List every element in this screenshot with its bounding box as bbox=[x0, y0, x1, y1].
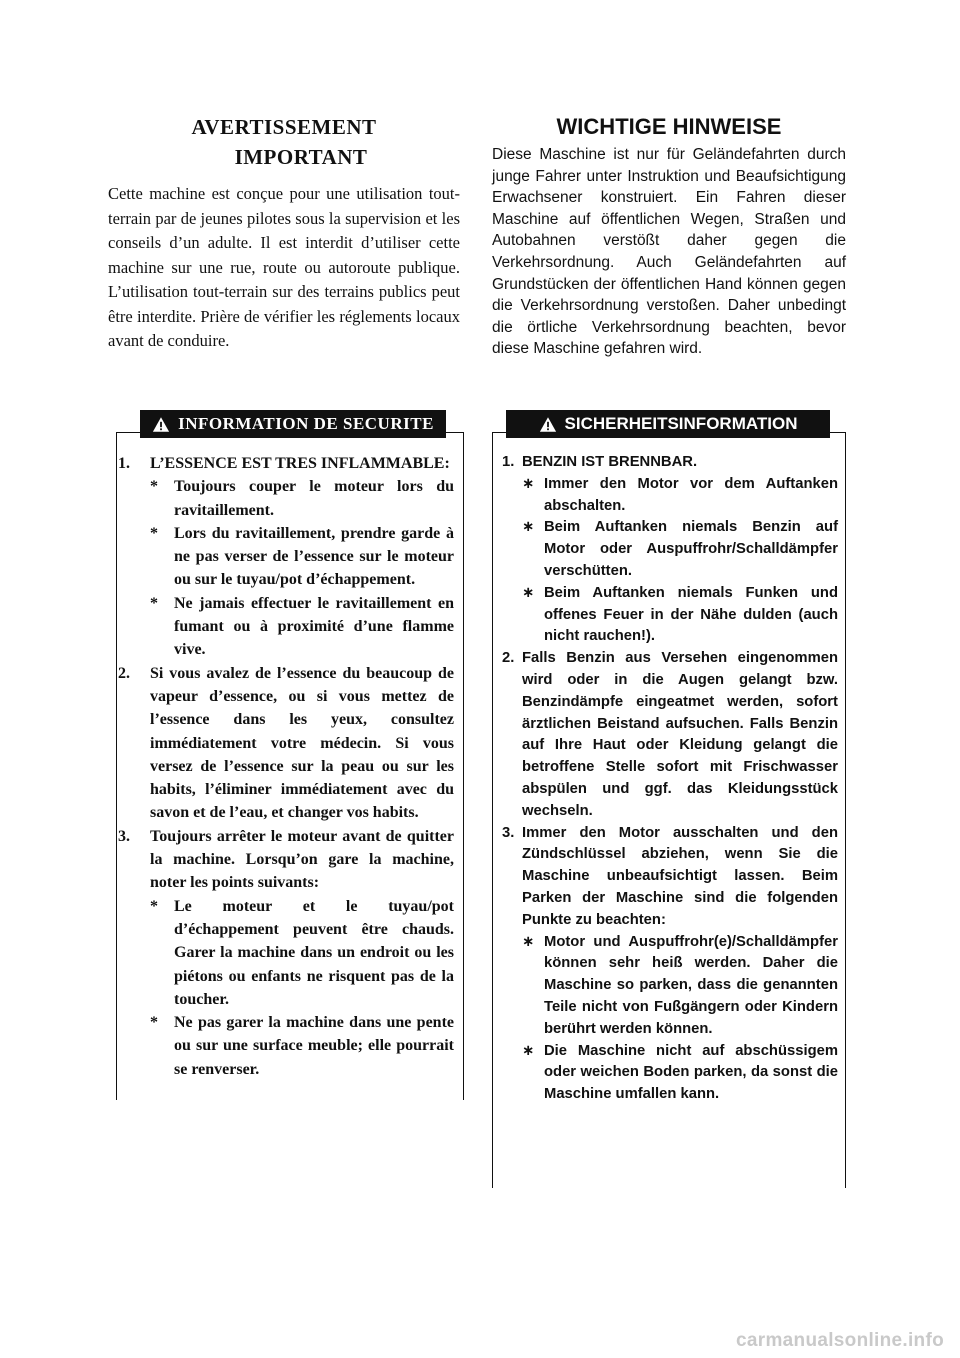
safety-item bbox=[118, 452, 454, 662]
safety-sub-item bbox=[150, 522, 454, 592]
frame-line bbox=[830, 432, 846, 433]
safety-sub-item bbox=[522, 474, 838, 518]
safety-item-text: L’ESSENCE EST TRES INFLAMMABLE: bbox=[150, 455, 450, 472]
safety-item-body bbox=[150, 662, 454, 825]
french-safety-banner-text: INFORMATION DE SECURITE bbox=[178, 414, 434, 433]
french-safety-banner bbox=[140, 410, 446, 438]
asterisk-bullet-icon: ∗ bbox=[522, 519, 535, 536]
safety-item-text: Si vous avalez de l’essence du beaucoup de vapeur d’essence, ou si vous mettez de l’essence dans les yeux, consultez immédiatement votre médecin. Si vous versez de l’essence sur la peau ou sur les habits, l’éliminer immédiatement avec du savon et de l’eau, et changer vos habits. bbox=[150, 664, 454, 822]
safety-item-number: 3. bbox=[118, 827, 130, 845]
asterisk-bullet-icon: * bbox=[150, 897, 158, 915]
safety-item bbox=[118, 662, 454, 825]
asterisk-bullet-icon: * bbox=[150, 1014, 158, 1032]
asterisk-bullet-icon: * bbox=[150, 594, 158, 612]
safety-item-number: 3. bbox=[502, 824, 515, 841]
safety-item-text: Immer den Motor ausschalten und den Zündschlüssel abziehen, wenn Sie die Maschine unbeaufsichtigt lassen. Beim Parken der Maschine sind die folgenden Punkte zu beachten: bbox=[522, 824, 838, 928]
safety-item-body bbox=[150, 825, 454, 1081]
asterisk-bullet-icon: ∗ bbox=[522, 933, 535, 950]
german-safety-banner-text: SICHERHEITSINFORMATION bbox=[564, 414, 798, 433]
french-safety-list bbox=[118, 452, 454, 1081]
safety-item bbox=[502, 823, 838, 1106]
french-warning-body: Cette machine est conçue pour une utilisation tout-terrain par de jeunes pilotes sous la supervision et les conseils d’un adulte. Il est interdit d’utiliser cette machine sur une rue, route ou autoroute publique. L’utilisation tout-terrain sur des terrains publics peut être interdite. Prière de vérifier les réglements locaux avant de conduire. bbox=[108, 184, 460, 350]
safety-sub-item bbox=[150, 592, 454, 662]
safety-item-number: 1. bbox=[502, 454, 515, 470]
safety-item bbox=[502, 452, 838, 648]
german-warning-body: Diese Maschine ist nur für Geländefahrten durch junge Fahrer unter Instruktion und Beaufsichtigung Erwachsener konstruiert. Ein Fahren dieser Maschine auf öffentlichen Wegen, Straßen und Autobahnen verstößt daher gegen die Verkehrsordnung. Auch Geländefahrten auf Grundstücken der öffentlichen Hand können gegen die Verkehrsordnung verstoßen. Daher unbedingt die örtliche Verkehrsordnung beachten, bevor diese Maschine gefahren wird. bbox=[492, 146, 846, 358]
safety-item-number: 2. bbox=[118, 664, 130, 682]
warning-triangle-icon bbox=[152, 416, 170, 433]
safety-sub-item bbox=[522, 1041, 838, 1106]
safety-sub-item-text: Toujours couper le moteur lors du ravitaillement. bbox=[174, 478, 454, 519]
asterisk-bullet-icon: ∗ bbox=[522, 475, 535, 492]
safety-sub-item bbox=[150, 895, 454, 1011]
safety-item-number: 1. bbox=[118, 455, 130, 472]
safety-item-text: Toujours arrêter le moteur avant de quitter la machine. Lorsqu’on gare la machine, noter les points suivants: bbox=[150, 827, 454, 892]
frame-line bbox=[116, 432, 140, 433]
frame-line bbox=[492, 432, 493, 1188]
german-safety-list bbox=[502, 452, 838, 1106]
german-safety-box bbox=[492, 410, 846, 1188]
frame-line bbox=[446, 432, 464, 433]
safety-sub-item-text: Beim Auftanken niemals Benzin auf Motor oder Auspuffrohr/Schalldämpfer verschütten. bbox=[544, 519, 838, 579]
french-warning-section bbox=[108, 112, 460, 354]
safety-item-body bbox=[150, 452, 454, 662]
safety-item-text: BENZIN IST BRENNBAR. bbox=[522, 454, 698, 470]
asterisk-bullet-icon: ∗ bbox=[522, 1042, 535, 1059]
watermark: carmanualsonline.info bbox=[736, 1330, 944, 1351]
safety-item-text: Falls Benzin aus Versehen eingenommen wird oder in die Augen gelangt bzw. Benzindämpfe eingeatmet werden, sofort ärztlichen Beistand aufsuchen. Falls Benzin auf Ihre Haut oder Kleidung gelangt die betroffene Stelle sofort mit Frischwasser abspülen und ggf. das Kleidungsstück wechseln. bbox=[522, 650, 838, 819]
safety-sub-item-text: Ne jamais effectuer le ravitaillement en fumant ou à proximité d’une flamme vive. bbox=[174, 594, 454, 659]
safety-sub-item bbox=[522, 932, 838, 1041]
french-title-line1: AVERTISSEMENT bbox=[191, 115, 377, 139]
german-title: WICHTIGE HINWEISE bbox=[556, 114, 782, 139]
safety-item-body bbox=[522, 452, 838, 648]
safety-item bbox=[502, 648, 838, 822]
safety-sub-item bbox=[522, 583, 838, 648]
safety-sub-item-text: Immer den Motor vor dem Auftanken abschalten. bbox=[544, 475, 838, 514]
safety-sub-item-text: Beim Auftanken niemals Funken und offenes Feuer in der Nähe dulden (auch nicht rauchen!). bbox=[544, 584, 838, 645]
safety-sub-item-text: Die Maschine nicht auf abschüssigem oder weichen Boden parken, da sonst die Maschine umfallen kann. bbox=[544, 1042, 838, 1103]
frame-line bbox=[463, 432, 464, 1100]
asterisk-bullet-icon: ∗ bbox=[522, 584, 535, 601]
safety-sub-item-text: Le moteur et le tuyau/pot d’échappement peuvent être chauds. Garer la machine dans un endroit ou les piétons ou enfants ne risquent pas de la toucher. bbox=[174, 897, 454, 1008]
asterisk-bullet-icon: * bbox=[150, 524, 158, 542]
german-safety-banner bbox=[506, 410, 830, 438]
warning-triangle-icon bbox=[539, 416, 557, 433]
french-title-line2: IMPORTANT bbox=[234, 145, 368, 169]
safety-sub-item bbox=[150, 475, 454, 522]
safety-item-body bbox=[522, 648, 838, 822]
frame-line bbox=[845, 432, 846, 1188]
safety-sub-item-text: Lors du ravitaillement, prendre garde à ne pas verser de l’essence sur le moteur ou sur le tuyau/pot d’échappement. bbox=[174, 524, 454, 589]
frame-line bbox=[116, 432, 117, 1100]
safety-sub-item-text: Motor und Auspuffrohr(e)/Schalldämpfer können sehr heiß werden. Daher die Maschine so parken, dass die genannten Teile nicht von Fußgängern oder Kindern berührt werden können. bbox=[544, 933, 838, 1037]
safety-item-body bbox=[522, 823, 838, 1106]
safety-sub-item bbox=[150, 1011, 454, 1081]
asterisk-bullet-icon: * bbox=[150, 478, 158, 496]
safety-sub-item-text: Ne pas garer la machine dans une pente ou sur une surface meuble; elle pourrait se renverser. bbox=[174, 1014, 454, 1078]
french-safety-box bbox=[116, 410, 464, 1100]
safety-sub-item bbox=[522, 517, 838, 582]
frame-line bbox=[492, 432, 506, 433]
safety-item bbox=[118, 825, 454, 1081]
safety-item-number: 2. bbox=[502, 650, 515, 667]
german-warning-section bbox=[492, 112, 846, 360]
